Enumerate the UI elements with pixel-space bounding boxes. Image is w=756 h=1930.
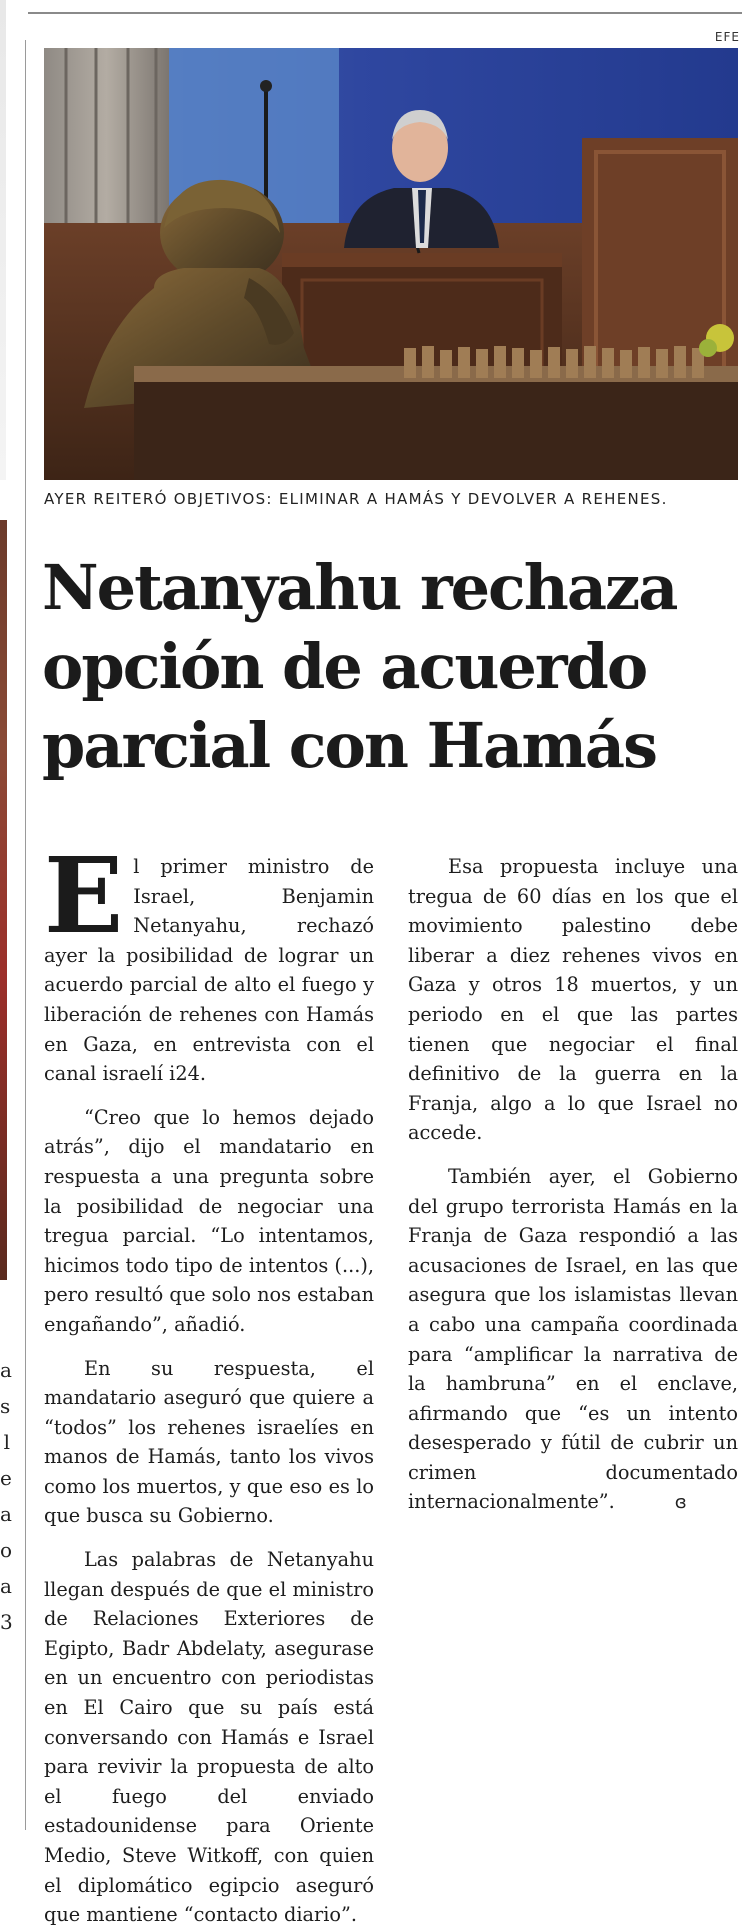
fragment: e [0, 1466, 12, 1490]
article-paragraph-4: Las palabras de Netanyahu llegan después de que el ministro de Relaciones Exteriores de Egipto, Badr Abdelaty, asegurase en un encuentro con periodistas en El Cairo que su país está conversando con Hamás e Israel para revivir la propuesta de alto el fuego del enviado estadounidense para Oriente Medio, Steve Witkoff, con quien el diplomático egipcio aseguró que mantiene “contacto diario”. [44, 1548, 374, 1927]
article-paragraph-1 [44, 834, 374, 1089]
photo-caption: AYER REITERÓ OBJETIVOS: ELIMINAR A HAMÁS Y DEVOLVER A REHENES. [44, 490, 668, 508]
photo-credit: EFE [714, 30, 740, 44]
news-photo [44, 48, 738, 480]
column-divider [25, 40, 26, 1830]
fragment: o [0, 1538, 13, 1562]
fragment: 3 [0, 1610, 13, 1634]
headline-line: opción de acuerdo [42, 630, 647, 703]
top-rule [28, 12, 742, 14]
paragraph-text: También ayer, el Gobierno del grupo terrorista Hamás en la Franja de Gaza respondió a las acusaciones de Israel, en las que asegura que los islamistas llevan a cabo una campaña coordinada para “amplificar la narrativa de la hambruna” en el enclave, afirmando que “es un intento desesperado y fútil de cubrir un crimen documentado internacionalmente”. [408, 1164, 738, 1514]
article-column-right [408, 852, 738, 1532]
fragment: a [0, 1502, 12, 1526]
paragraph-text: l primer ministro de Israel, Benjamin Netanyahu, rechazó ayer la posibilidad de lograr un acuerdo parcial de alto el fuego y liberación de rehenes con Hamás en Gaza, en entrevista con el canal israelí i24. [44, 855, 374, 1086]
article-paragraph-2: “Creo que lo hemos dejado atrás”, dijo el mandatario en respuesta a una pregunta sobre la posibilidad de negociar una tregua parcial. “Lo intentamos, hicimos todo tipo de intentos (...), pero resultó que solo nos estaban engañando”, añadió. [44, 1105, 374, 1336]
headline-line: parcial con Hamás [42, 709, 657, 782]
article-paragraph-6 [408, 1162, 738, 1518]
fragment: s [0, 1394, 11, 1418]
fragment: l [3, 1430, 10, 1454]
end-of-article-icon: ɞ [674, 1492, 687, 1514]
adjacent-column [0, 0, 26, 1860]
adjacent-column-top [0, 0, 6, 480]
headline-line: Netanyahu rechaza [42, 551, 677, 624]
headline [42, 548, 742, 785]
adjacent-photo-edge [0, 520, 7, 1280]
fragment: a [0, 1358, 12, 1382]
adjacent-text-fragments [0, 1352, 13, 1640]
fragment: a [0, 1574, 12, 1598]
article-column-left [44, 834, 374, 1927]
article-paragraph-3: En su respuesta, el mandatario aseguró que quiere a “todos” los rehenes israelíes en manos de Hamás, tanto los vivos como los muertos, y que eso es lo que busca su Gobierno. [44, 1356, 374, 1528]
drop-cap: E [44, 834, 124, 957]
article-paragraph-5: Esa propuesta incluye una tregua de 60 días en los que el movimiento palestino debe liberar a diez rehenes vivos en Gaza y otros 18 muertos, y un periodo en el que las partes tienen que negociar el final definitivo de la guerra en la Franja, algo a lo que Israel no accede. [408, 855, 738, 1145]
